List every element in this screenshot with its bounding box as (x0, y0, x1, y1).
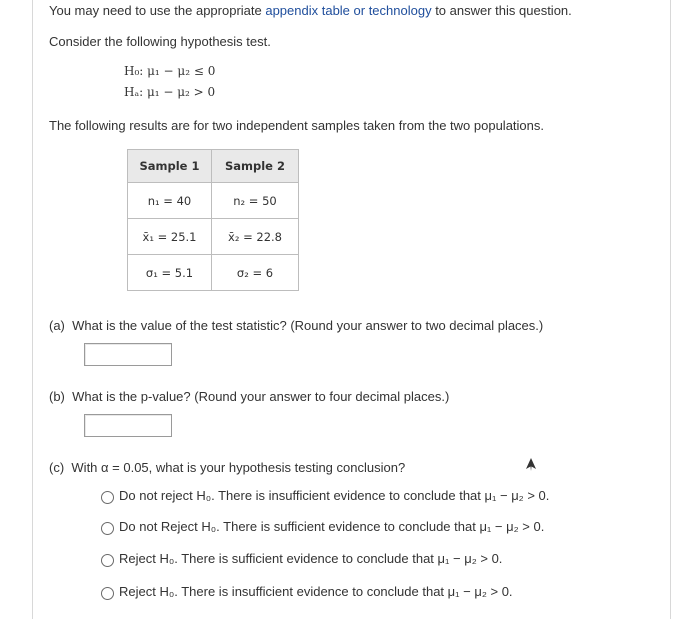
alternative-hypothesis: Hₐ: μ₁ − μ₂ > 0 (124, 85, 216, 99)
instruction-text (49, 3, 572, 18)
cell-n1: n₁ = 40 (128, 183, 212, 219)
header-sample-2: Sample 2 (212, 150, 299, 183)
cell-n2: n₂ = 50 (212, 183, 299, 219)
part-a-text: What is the value of the test statistic? (Round your answer to two decimal places.) (72, 318, 544, 333)
cell-sigma2: σ₂ = 6 (212, 255, 299, 291)
intro-text: Consider the following hypothesis test. (49, 34, 271, 49)
table-header-row (128, 150, 299, 183)
test-statistic-input[interactable] (84, 343, 172, 366)
results-intro: The following results are for two independent samples taken from the two populations. (49, 118, 544, 133)
instruction-prefix: You may need to use the appropriate (49, 3, 266, 18)
part-b-label: (b) (49, 389, 65, 404)
left-border (32, 0, 33, 619)
option-2-radio[interactable] (101, 522, 114, 535)
option-3-radio[interactable] (101, 554, 114, 567)
part-b-question (49, 389, 449, 404)
instruction-suffix: to answer this question. (431, 3, 572, 18)
option-1-radio[interactable] (101, 491, 114, 504)
option-4-radio[interactable] (101, 587, 114, 600)
cell-sigma1: σ₁ = 5.1 (128, 255, 212, 291)
cell-xbar1: x̄₁ = 25.1 (128, 219, 212, 255)
table-row (128, 219, 299, 255)
right-border (670, 0, 671, 619)
cell-xbar2: x̄₂ = 22.8 (212, 219, 299, 255)
part-a-question (49, 318, 543, 333)
part-b-text: What is the p-value? (Round your answer to four decimal places.) (72, 389, 450, 404)
null-hypothesis: H₀: μ₁ − μ₂ ≤ 0 (124, 64, 216, 78)
header-sample-1: Sample 1 (128, 150, 212, 183)
option-2-label[interactable]: Do not Reject H₀. There is sufficient evidence to conclude that μ₁ − μ₂ > 0. (119, 519, 545, 534)
part-c-question (49, 460, 405, 475)
part-c-label: (c) (49, 460, 65, 475)
sample-table (127, 149, 299, 291)
p-value-input[interactable] (84, 414, 172, 437)
appendix-link[interactable]: appendix table or technology (265, 3, 432, 18)
table-row (128, 255, 299, 291)
option-1-label[interactable]: Do not reject H₀. There is insufficient evidence to conclude that μ₁ − μ₂ > 0. (119, 488, 550, 503)
mouse-cursor-icon (525, 458, 537, 472)
option-4-label[interactable]: Reject H₀. There is insufficient evidence to conclude that μ₁ − μ₂ > 0. (119, 584, 513, 599)
table-row (128, 183, 299, 219)
part-c-text: With α = 0.05, what is your hypothesis testing conclusion? (71, 460, 406, 475)
option-3-label[interactable]: Reject H₀. There is sufficient evidence to conclude that μ₁ − μ₂ > 0. (119, 551, 503, 566)
part-a-label: (a) (49, 318, 65, 333)
